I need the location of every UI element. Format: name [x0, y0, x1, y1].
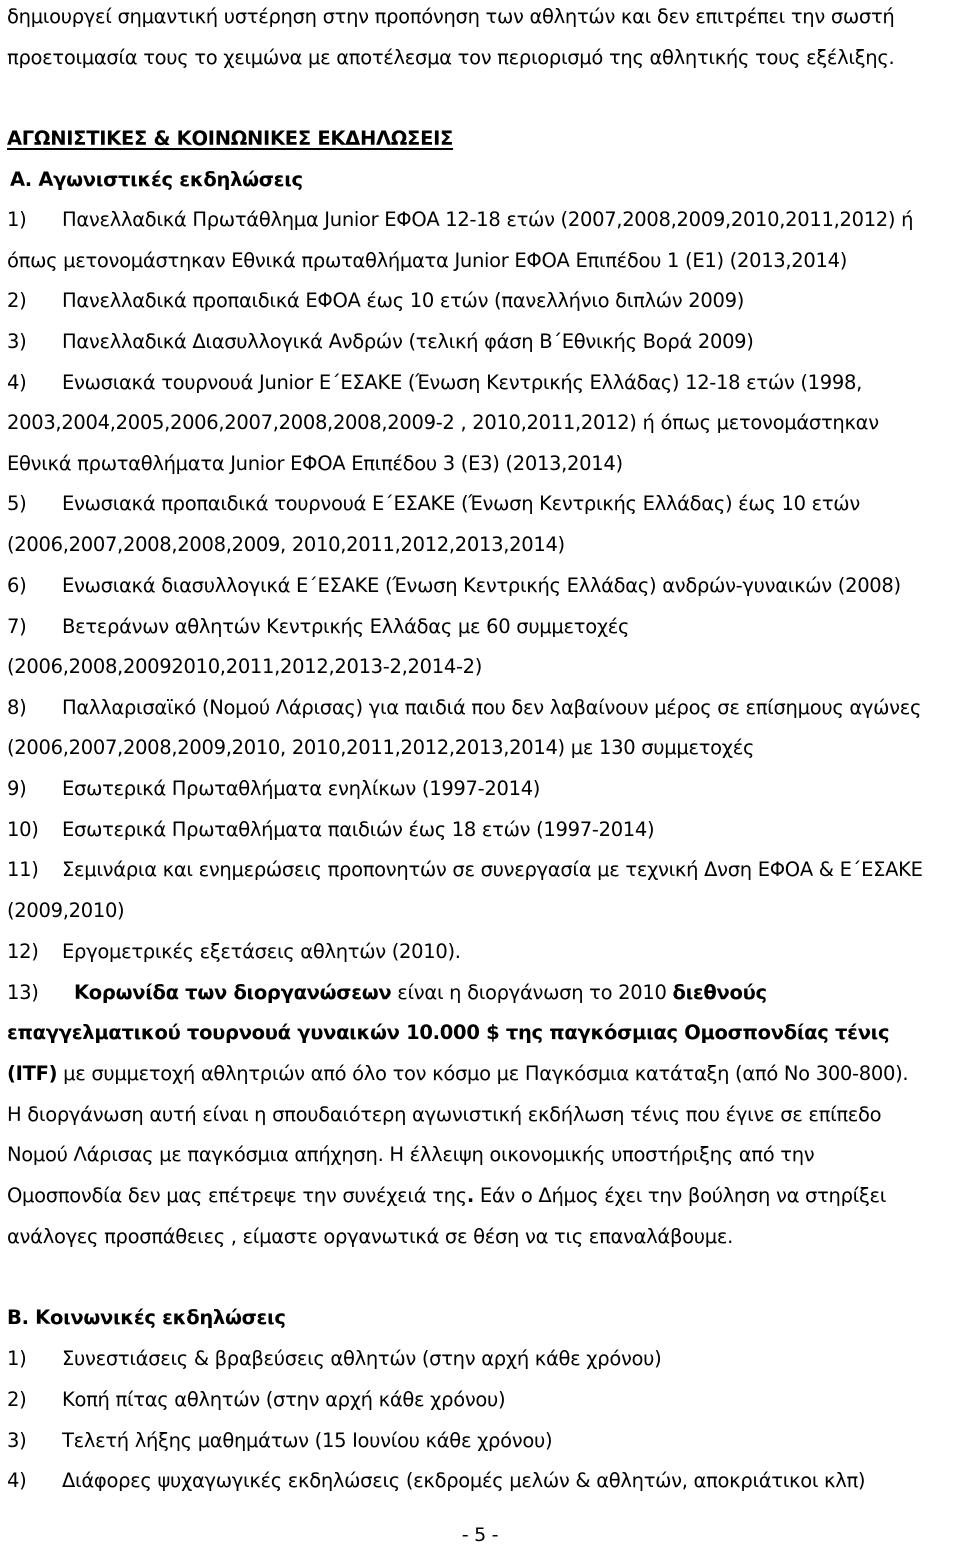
list-item	[7, 1429, 552, 1453]
list-item	[7, 1469, 865, 1493]
item-text: Εάν ο Δήμος έχει την βούληση να στηρίξει	[473, 1184, 887, 1207]
item-continuation	[7, 1062, 908, 1086]
item-text: Συνεστιάσεις & βραβεύσεις αθλητών (στην αρχή κάθε χρόνου)	[62, 1347, 662, 1370]
list-item	[7, 208, 913, 232]
part-a-heading: Α. Αγωνιστικές εκδηλώσεις	[10, 168, 303, 191]
item-number: 2)	[7, 1388, 27, 1411]
item-text: Βετεράνων αθλητών Κεντρικής Ελλάδας με 60 συμμετοχές	[62, 615, 630, 638]
item-continuation: (2006,2007,2008,2009,2010, 2010,2011,2012,2013,2014) με 130 συμμετοχές	[7, 736, 755, 759]
list-item	[7, 574, 901, 598]
item-number: 5)	[7, 492, 27, 515]
item-text: Εσωτερικά Πρωταθλήματα ενηλίκων (1997-2014)	[62, 777, 541, 800]
item-continuation: Η διοργάνωση αυτή είναι η σπουδαιότερη αγωνιστική εκδήλωση τένις που έγινε σε επίπεδο	[7, 1103, 882, 1126]
list-item	[7, 696, 921, 720]
list-item	[7, 330, 754, 354]
item-number: 4)	[7, 371, 27, 394]
item-continuation: Νομού Λάρισας με παγκόσμια απήχηση. Η έλλειψη οικονομικής υποστήριξης από την	[7, 1143, 815, 1166]
item-text: Εσωτερικά Πρωταθλήματα παιδιών έως 18 ετών (1997-2014)	[62, 818, 655, 841]
item-continuation: (2009,2010)	[7, 899, 125, 922]
list-item	[7, 1388, 505, 1412]
section-title: ΑΓΩΝΙΣΤΙΚΕΣ & ΚΟΙΝΩΝΙΚΕΣ ΕΚΔΗΛΩΣΕΙΣ	[7, 127, 454, 150]
list-item	[7, 615, 629, 639]
item-number: 12)	[7, 940, 39, 963]
item-text: με συμμετοχή αθλητριών από όλο τον κόσμο με Παγκόσμια κατάταξη (από Νο 300-800).	[57, 1062, 909, 1085]
item-number: 13)	[7, 981, 39, 1004]
list-item	[7, 818, 654, 842]
item-text: Πανελλαδικά Πρωτάθλημα Junior ΕΦΟΑ 12-18 ετών (2007,2008,2009,2010,2011,2012) ή	[62, 208, 914, 231]
item-text: Κοπή πίτας αθλητών (στην αρχή κάθε χρόνου)	[62, 1388, 506, 1411]
item-number: 6)	[7, 574, 27, 597]
item-continuation: Εθνικά πρωταθλήματα Junior ΕΦΟΑ Επιπέδου 3 (Ε3) (2013,2014)	[7, 452, 623, 475]
part-b-heading: Β. Κοινωνικές εκδηλώσεις	[7, 1306, 286, 1329]
list-item	[7, 1347, 661, 1371]
item-continuation: ανάλογες προσπάθειες , είμαστε οργανωτικά σε θέση να τις επαναλάβουμε.	[7, 1225, 733, 1248]
item-continuation	[7, 1184, 886, 1208]
item-number: 1)	[7, 208, 27, 231]
page-number: - 5 -	[461, 1524, 499, 1546]
intro-line: δημιουργεί σημαντική υστέρηση στην προπόνηση των αθλητών και δεν επιτρέπει την σωστή	[7, 5, 895, 28]
item-text: Διάφορες ψυχαγωγικές εκδηλώσεις (εκδρομές μελών & αθλητών, αποκριάτικοι κλπ)	[62, 1469, 866, 1492]
item-continuation: όπως μετονομάστηκαν Εθνικά πρωταθλήματα Junior ΕΦΟΑ Επιπέδου 1 (Ε1) (2013,2014)	[7, 249, 848, 272]
item-text: Ομοσπονδία δεν μας επέτρεψε την συνέχειά της	[7, 1184, 467, 1207]
list-item	[7, 940, 461, 964]
list-item	[7, 858, 923, 882]
item-continuation: (2006,2008,20092010,2011,2012,2013-2,2014-2)	[7, 655, 483, 678]
item-number: 3)	[7, 1429, 27, 1452]
item-text: Πανελλαδικά προπαιδικά ΕΦΟΑ έως 10 ετών (πανελλήνιο διπλών 2009)	[62, 289, 745, 312]
item-text: Ενωσιακά προπαιδικά τουρνουά Ε΄ΕΣΑΚΕ (Ένωση Κεντρικής Ελλάδας) έως 10 ετών	[62, 492, 860, 515]
item-bold-text: Κορωνίδα των διοργανώσεων	[74, 981, 392, 1004]
item-text: Εργομετρικές εξετάσεις αθλητών (2010).	[62, 940, 461, 963]
item-number: 8)	[7, 696, 27, 719]
item-number: 2)	[7, 289, 27, 312]
item-continuation: 2003,2004,2005,2006,2007,2008,2008,2009-2 , 2010,2011,2012) ή όπως μετονομάστηκαν	[7, 411, 879, 434]
item-bold-text: (ITF)	[7, 1062, 58, 1085]
item-bold-text: διεθνούς	[672, 981, 767, 1004]
item-number: 11)	[7, 858, 39, 881]
item-text: Ενωσιακά τουρνουά Junior Ε΄ΕΣΑΚΕ (Ένωση Κεντρικής Ελλάδας) 12-18 ετών (1998,	[62, 371, 862, 394]
item-text: είναι η διοργάνωση το 2010	[391, 981, 673, 1004]
item-number: 1)	[7, 1347, 27, 1370]
item-text: Πανελλαδικά Διασυλλογικά Ανδρών (τελική φάση Β΄Εθνικής Βορά 2009)	[62, 330, 754, 353]
list-item	[7, 777, 540, 801]
list-item	[7, 371, 862, 395]
list-item	[7, 492, 860, 516]
item-continuation: (2006,2007,2008,2008,2009, 2010,2011,2012,2013,2014)	[7, 533, 565, 556]
item-number: 3)	[7, 330, 27, 353]
item-continuation: επαγγελματικού τουρνουά γυναικών 10.000 $ της παγκόσμιας Ομοσπονδίας τένις	[7, 1021, 890, 1044]
intro-line: προετοιμασία τους το χειμώνα με αποτέλεσμα τον περιορισμό της αθλητικής τους εξέλιξης.	[7, 46, 895, 69]
item-text: Τελετή λήξης μαθημάτων (15 Ιουνίου κάθε χρόνου)	[62, 1429, 553, 1452]
list-item	[7, 289, 744, 313]
item-text: Ενωσιακά διασυλλογικά Ε΄ΕΣΑΚΕ (Ένωση Κεντρικής Ελλάδας) ανδρών-γυναικών (2008)	[62, 574, 901, 597]
item-number: 4)	[7, 1469, 27, 1492]
item-text: Παλλαρισαϊκό (Νομού Λάρισας) για παιδιά που δεν λαβαίνουν μέρος σε επίσημους αγώνες	[62, 696, 922, 719]
item-number: 9)	[7, 777, 27, 800]
item-number: 10)	[7, 818, 39, 841]
item-text: Σεμινάρια και ενημερώσεις προπονητών σε συνεργασία με τεχνική Δνση ΕΦΟΑ & Ε΄ΕΣΑΚΕ	[62, 858, 923, 881]
item-number: 7)	[7, 615, 27, 638]
list-item	[7, 981, 767, 1005]
item-bold-text: .	[466, 1184, 474, 1207]
